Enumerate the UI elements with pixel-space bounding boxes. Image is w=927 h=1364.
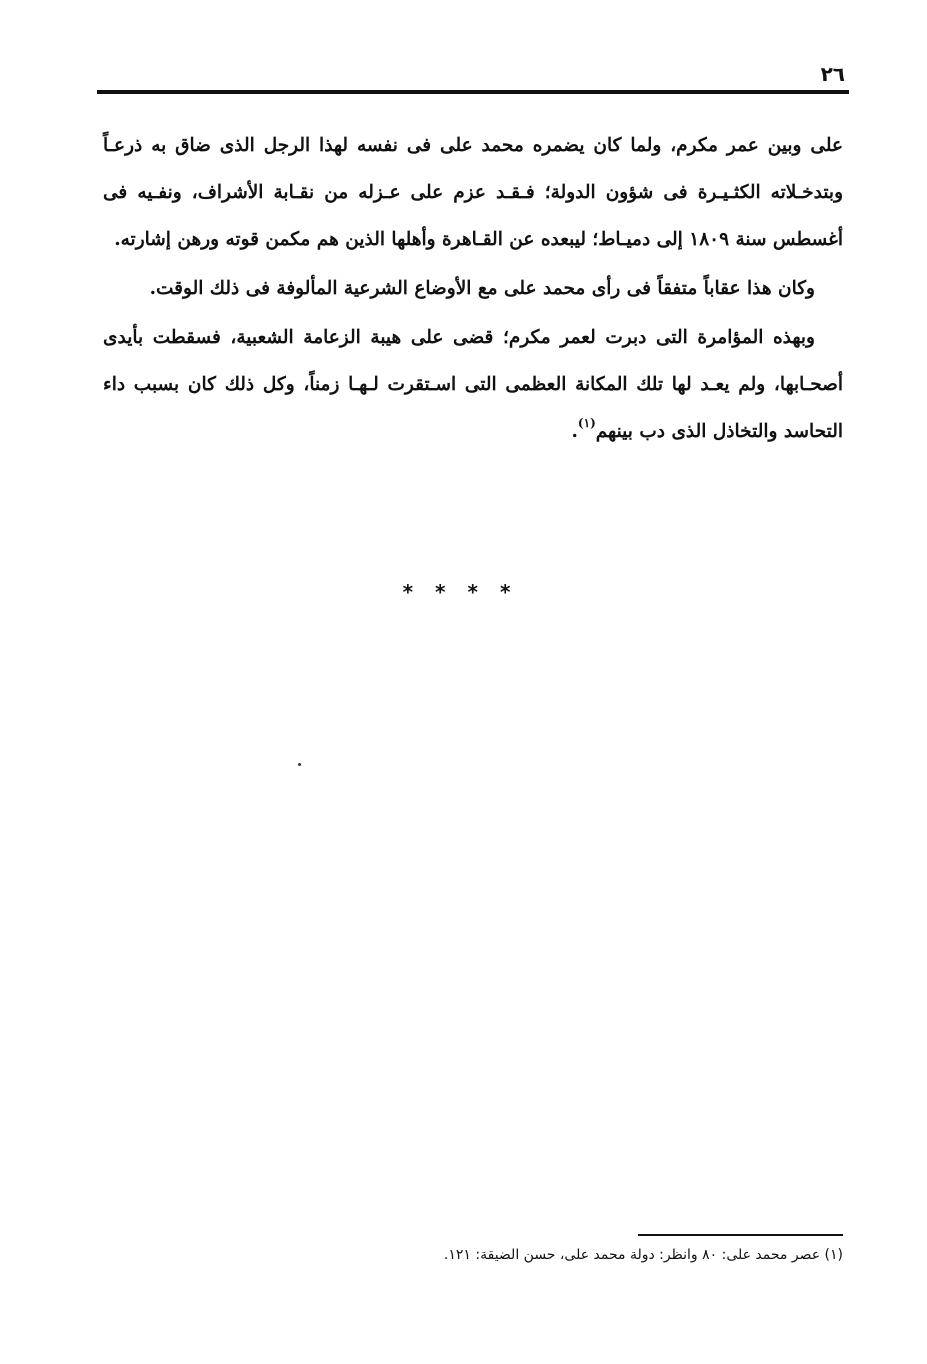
section-break: [0, 580, 927, 604]
footnote: (١) عصر محمد على: ٨٠ وانظر: دولة محمد على، حسن الضيقة: ١٢١.: [443, 1247, 843, 1263]
asterisk-2: *: [435, 580, 460, 604]
asterisk-4: *: [499, 580, 525, 604]
main-text: [103, 122, 843, 457]
paragraph-3: [103, 314, 843, 455]
closing-period: .: [571, 421, 578, 442]
paragraph-3-text: وبهذه المؤامرة التى دبرت لعمر مكرم؛ قضى على هيبة الزعامة الشعبية، فسقطت بأيدى أصحـابها، ولم يعـد لها تلك المكانة العظمى التى اسـتقرت لـهـا زمناً، وكل ذلك كان بسبب داء التحاسد والتخاذل الذى دب بينهم: [103, 327, 843, 442]
footnote-rule: [638, 1234, 843, 1236]
asterisk-1: *: [402, 580, 428, 604]
footnote-reference: (١): [577, 416, 596, 430]
paragraph-2: وكان هذا عقاباً متفقاً فى رأى محمد على مع الأوضاع الشرعية المألوفة فى ذلك الوقت.: [149, 278, 815, 299]
asterisk-3: *: [467, 580, 492, 604]
header-rule: [97, 90, 849, 94]
paragraph-1: على وبين عمر مكرم، ولما كان يضمره محمد على فى نفسه لهذا الرجل الذى ضاق به ذرعـاً وبتدخـلاته الكثـيـرة فى شؤون الدولة؛ فـقـد عزم على عـزله من نقـابة الأشراف، ونفـيه فى أغسطس سنة ١٨٠٩ إلى دميـاط؛ ليبعده عن القـاهرة وأهلها الذين هم مكمن قوته ورهن إشارته.: [103, 135, 843, 250]
scan-speck: [298, 763, 301, 766]
page-number: ٢٦: [820, 62, 845, 86]
